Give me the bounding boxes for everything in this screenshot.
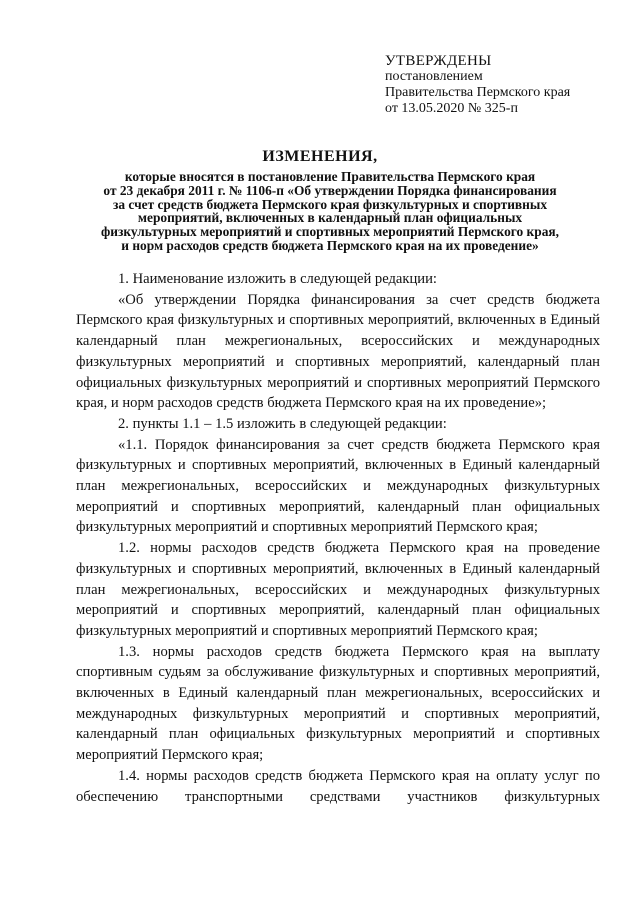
subtitle-line: от 23 декабря 2011 г. № 1106-п «Об утверждении Порядка финансирования <box>103 182 557 198</box>
paragraph: 1.3. нормы расходов средств бюджета Пермского края на выплату спортивным судьям за обслуживание физкультурных и спортивных мероприятий, включенных в Единый календарный план межрегиональных, всероссийских и международных физкультурных мероприятий и спортивных мероприятий, календарный план официальных физкультурных мероприятий и спортивных мероприятий Пермского края; <box>76 643 600 764</box>
document-title: ИЗМЕНЕНИЯ, <box>262 148 378 165</box>
paragraph: «1.1. Порядок финансирования за счет средств бюджета Пермского края физкультурных и спортивных мероприятий, включенных в Единый календарный план межрегиональных, всероссийских и международных физкультурных мероприятий и спортивных мероприятий, календарный план официальных физкультурных мероприятий и спортивных мероприятий Пермского края; <box>76 436 600 536</box>
paragraph: «Об утверждении Порядка финансирования за счет средств бюджета Пермского края физкультурных и спортивных мероприятий, включенных в Единый календарный план межрегиональных, всероссийских и международных физкультурных мероприятий и спортивных мероприятий, календарный план официальных физкультурных мероприятий и спортивных мероприятий Пермского края, и норм расходов средств бюджета Пермского края на их проведение»; <box>76 291 600 412</box>
approval-line: постановлением <box>385 69 483 84</box>
subtitle-line: которые вносятся в постановление Правительства Пермского края <box>124 169 536 184</box>
subtitle-line: и норм расходов средств бюджета Пермского края на их проведение» <box>121 237 539 253</box>
subtitle-line: за счет средств бюджета Пермского края физкультурных и спортивных <box>112 196 548 212</box>
approval-date: от 13.05.2020 № 325-п <box>385 101 518 116</box>
document-subtitle <box>60 170 600 253</box>
approval-heading: УТВЕРЖДЕНЫ <box>385 53 492 69</box>
approval-stamp <box>385 53 570 117</box>
document-body <box>76 269 600 807</box>
paragraph: 1.4. нормы расходов средств бюджета Пермского края на оплату услуг по обеспечению транспортными средствами участников физкультурных <box>76 767 600 805</box>
paragraph: 2. пункты 1.1 – 1.5 изложить в следующей редакции: <box>118 415 447 432</box>
paragraph: 1.2. нормы расходов средств бюджета Пермского края на проведение физкультурных и спортивных мероприятий, включенных в Единый календарный план межрегиональных, всероссийских и международных физкультурных мероприятий и спортивных мероприятий, календарный план официальных физкультурных мероприятий и спортивных мероприятий Пермского края; <box>76 540 600 639</box>
approval-line: Правительства Пермского края <box>385 85 571 100</box>
subtitle-line: физкультурных мероприятий и спортивных мероприятий Пермского края, <box>100 224 560 240</box>
subtitle-line: мероприятий, включенных в календарный план официальных <box>137 210 523 226</box>
paragraph: 1. Наименование изложить в следующей редакции: <box>118 271 437 287</box>
